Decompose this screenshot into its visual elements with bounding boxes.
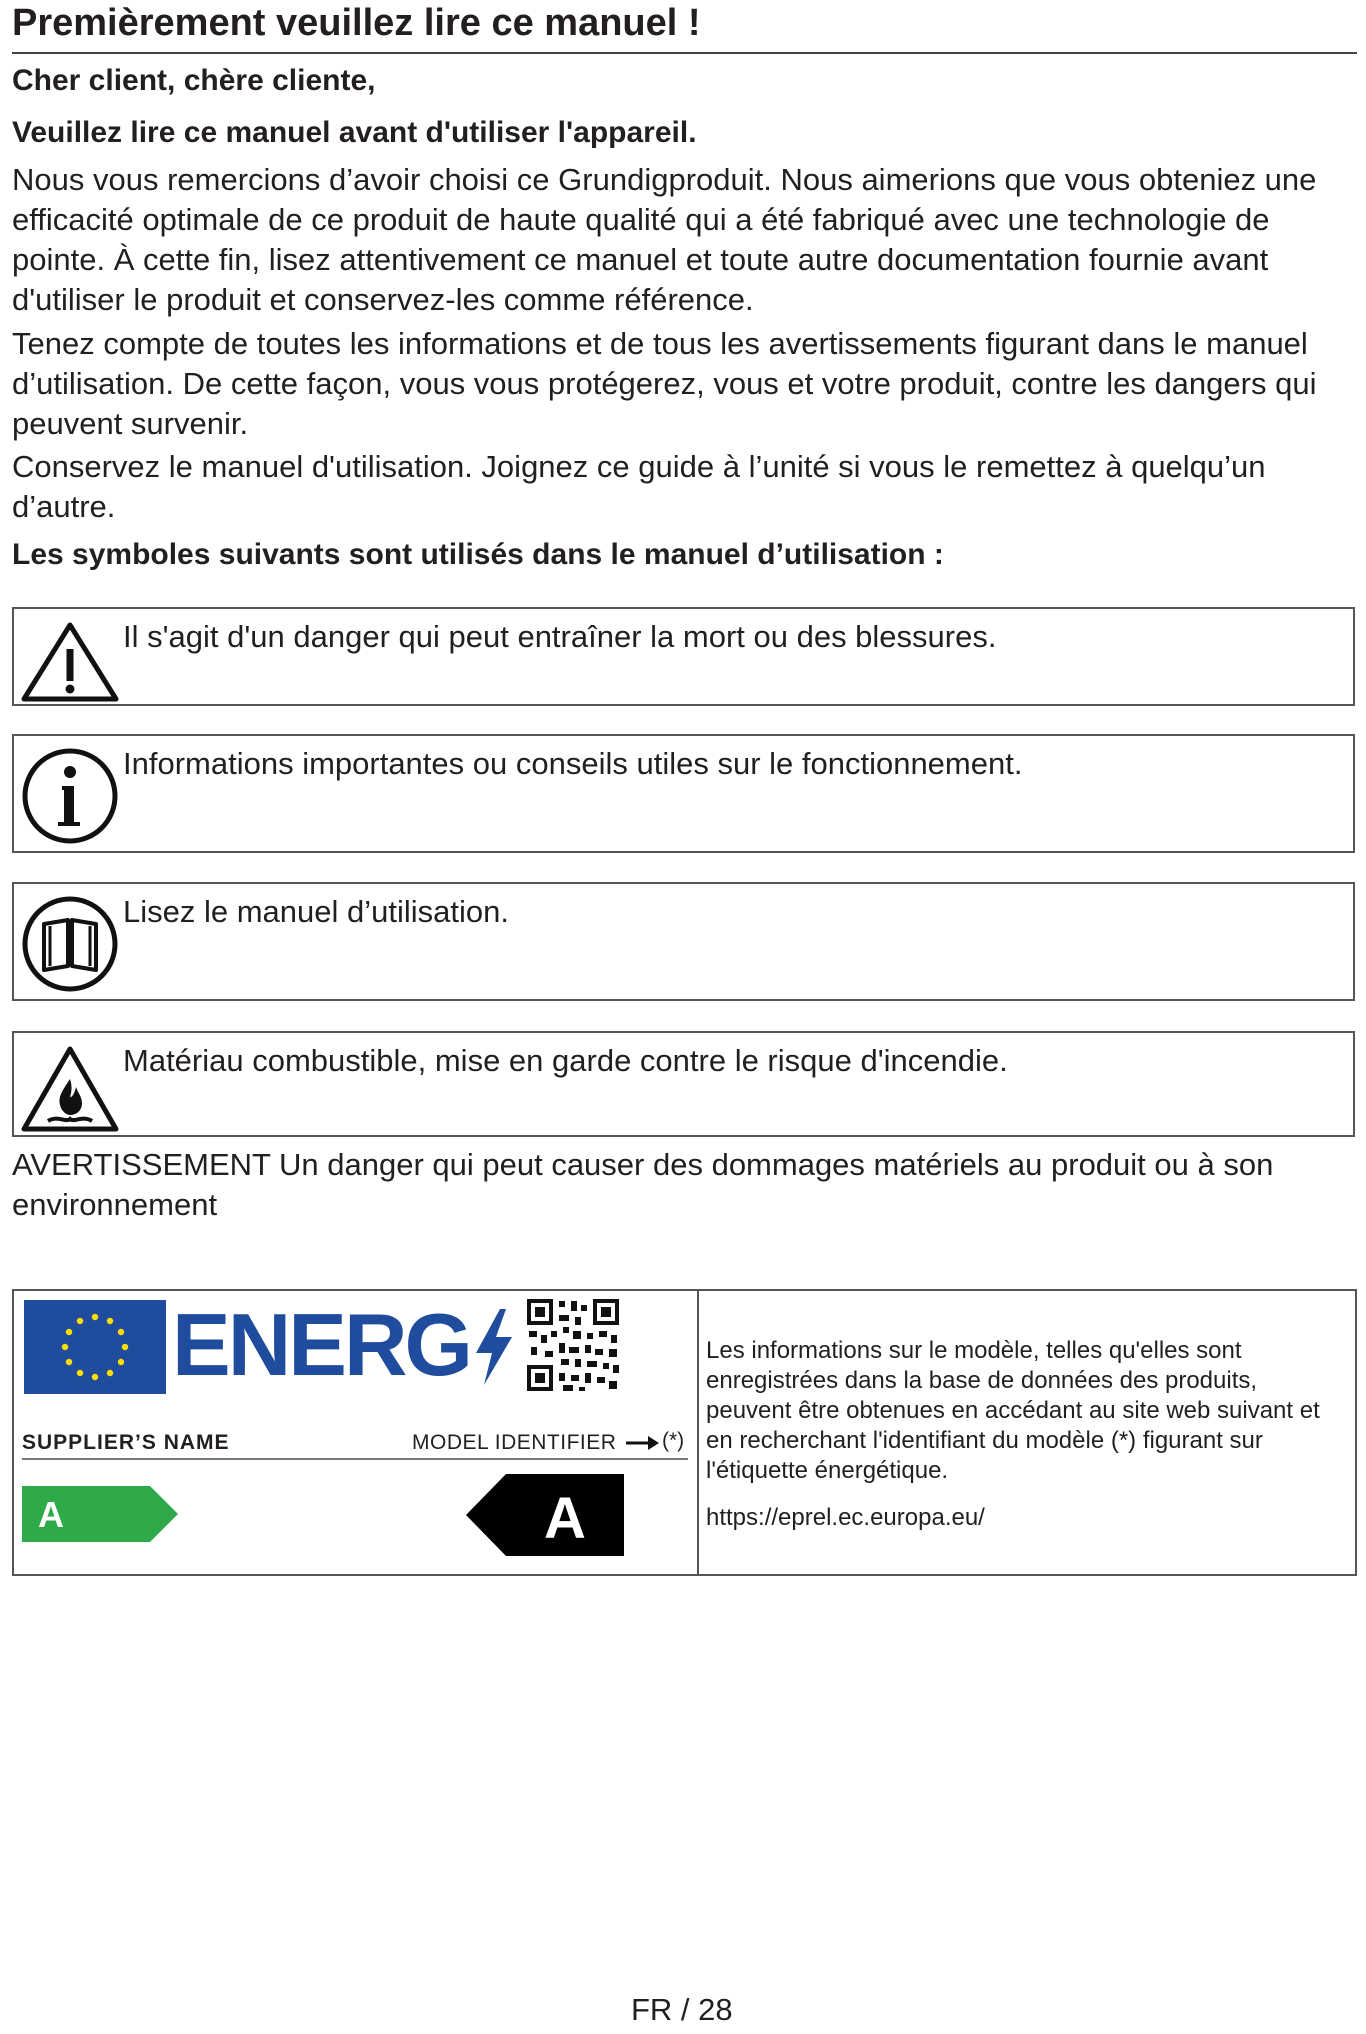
symbol-text-fire: Matériau combustible, mise en garde contre le risque d'incendie.	[123, 1043, 1008, 1078]
energy-class-green-arrow	[22, 1486, 178, 1542]
energy-panel-divider	[697, 1291, 699, 1574]
greeting: Cher client, chère cliente,	[12, 64, 376, 97]
energy-label-brand: ENERG	[172, 1295, 470, 1394]
symbols-heading: Les symboles suivants sont utilisés dans le manuel d’utilisation :	[12, 538, 944, 571]
energy-class-left-text: A	[38, 1494, 64, 1535]
eu-flag-icon	[24, 1300, 166, 1394]
symbol-text-info: Informations importantes ou conseils utiles sur le fonctionnement.	[123, 746, 1023, 781]
eprel-link[interactable]: https://eprel.ec.europa.eu/	[706, 1504, 985, 1531]
warning-triangle-icon	[18, 619, 122, 703]
symbol-row-manual	[12, 882, 1355, 1001]
symbol-text-manual: Lisez le manuel d’utilisation.	[123, 894, 509, 929]
intro-paragraph-2: Tenez compte de toutes les informations et de tous les avertissements figurant dans le manuel d’utilisation. De cette façon, vous vous protégerez, vous et votre produit, contre les dangers qui peuvent survenir.	[12, 326, 1317, 441]
supplier-name-label: SUPPLIER’S NAME	[22, 1431, 230, 1454]
title-divider	[12, 52, 1357, 54]
arrow-right-icon	[624, 1431, 660, 1455]
symbol-row-danger	[12, 607, 1355, 706]
qr-code-icon	[525, 1297, 621, 1393]
symbol-row-info	[12, 734, 1355, 853]
page-number: FR / 28	[631, 1992, 733, 2027]
energy-class-right-text: A	[544, 1486, 586, 1551]
model-identifier-marker: (*)	[662, 1429, 685, 1452]
symbol-row-fire	[12, 1031, 1355, 1137]
page-title: Premièrement veuillez lire ce manuel !	[12, 2, 701, 44]
info-circle-icon	[18, 746, 122, 846]
energy-class-black-arrow	[466, 1474, 624, 1556]
energy-label-divider	[22, 1458, 688, 1460]
read-first-heading: Veuillez lire ce manuel avant d'utiliser l'appareil.	[12, 116, 697, 149]
book-circle-icon	[18, 894, 122, 994]
warning-note: AVERTISSEMENT Un danger qui peut causer des dommages matériels au produit ou à son environnement	[12, 1147, 1274, 1222]
fire-triangle-icon	[18, 1043, 122, 1133]
symbol-text-danger: Il s'agit d'un danger qui peut entraîner la mort ou des blessures.	[123, 619, 997, 654]
intro-paragraph-3: Conservez le manuel d'utilisation. Joignez ce guide à l’unité si vous le remettez à quelqu’un d’autre.	[12, 449, 1266, 524]
model-identifier-label: MODEL IDENTIFIER	[412, 1431, 617, 1454]
intro-paragraph-1: Nous vous remercions d’avoir choisi ce Grundigproduit. Nous aimerions que vous obteniez une efficacité optimale de ce produit de haute qualité qui a été fabriqué avec une technologie de pointe. À cette fin, lisez attentivement ce manuel et toute autre documentation fournie avant d'utiliser le produit et conservez-les comme référence.	[12, 162, 1317, 317]
lightning-bolt-icon	[470, 1307, 518, 1387]
energy-label-panel	[12, 1289, 1357, 1576]
energy-info-text: Les informations sur le modèle, telles qu'elles sont enregistrées dans la base de données des produits, peuvent être obtenues en accédant au site web suivant et en recherchant l'identifiant du modèle (*) figurant sur l'étiquette énergétique.	[706, 1337, 1320, 1484]
